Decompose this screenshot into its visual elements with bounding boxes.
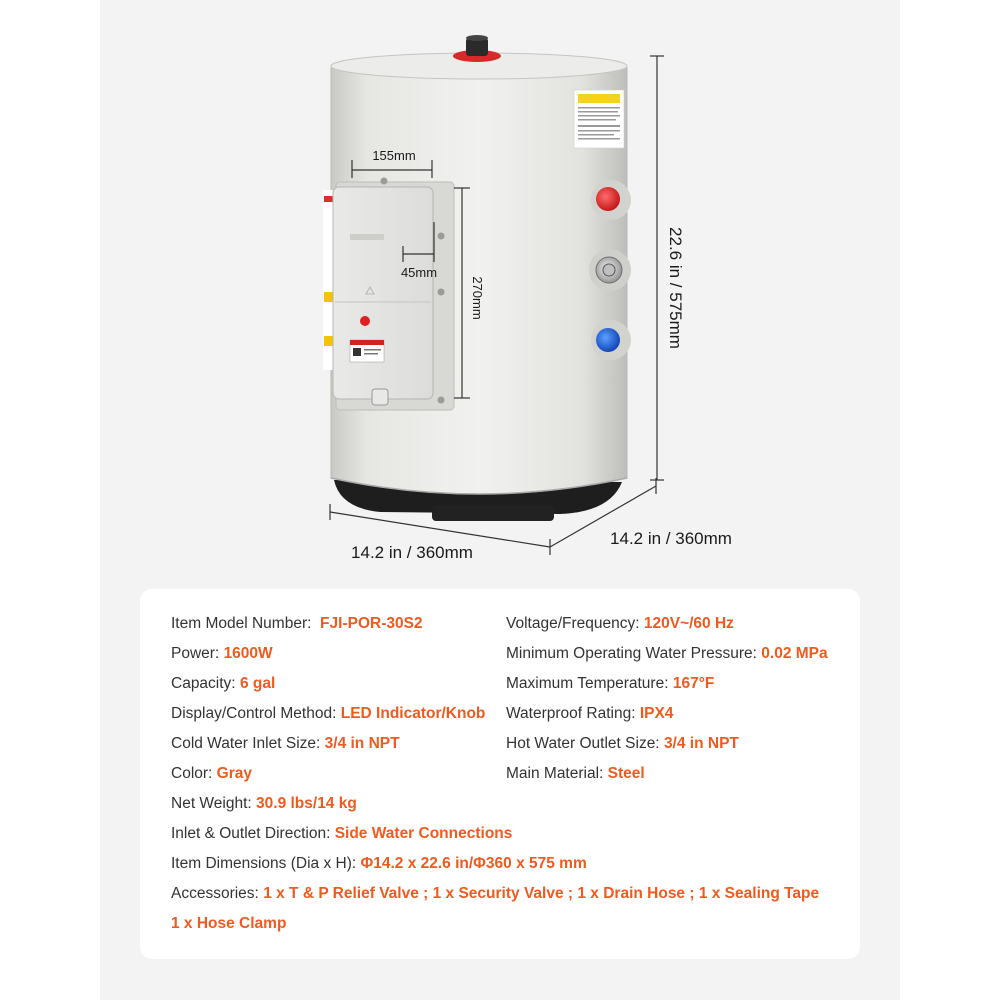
top-anode-fitting [453, 35, 501, 62]
spec-accessories-continued [171, 914, 286, 934]
width-dimension-label: 155mm [372, 148, 416, 163]
spec-label: Net Weight: [171, 795, 252, 812]
spec-value: 120V~/60 Hz [643, 615, 734, 632]
spec-max-temperature [506, 674, 714, 694]
spec-power [171, 644, 273, 664]
spec-label: Item Model Number: [171, 615, 312, 632]
spec-label: Inlet & Outlet Direction: [171, 825, 331, 842]
spec-value: Steel [607, 765, 645, 782]
led-indicator-icon [360, 316, 370, 326]
spec-value: FJI-POR-30S2 [320, 615, 423, 632]
spec-label: Color: [171, 765, 213, 782]
panel-height-dimension-label: 270mm [470, 276, 485, 320]
spec-control [171, 704, 485, 724]
spec-waterproof [506, 704, 673, 724]
spec-min-pressure [506, 644, 828, 664]
spec-label: Maximum Temperature: [506, 675, 669, 692]
spec-value: Side Water Connections [334, 825, 513, 842]
spec-accessories [171, 884, 819, 904]
spec-value: IPX4 [639, 705, 674, 722]
spec-voltage [506, 614, 734, 634]
spec-label: Voltage/Frequency: [506, 615, 640, 632]
spec-item-dimensions [171, 854, 587, 874]
spec-hot-outlet [506, 734, 739, 754]
hot-outlet-fitting [591, 180, 631, 220]
spec-material [506, 764, 645, 784]
spec-label: Minimum Operating Water Pressure: [506, 645, 757, 662]
spec-color [171, 764, 252, 784]
spec-value: Gray [216, 765, 253, 782]
spec-label: Power: [171, 645, 220, 662]
spec-label: Hot Water Outlet Size: [506, 735, 660, 752]
spec-value: LED Indicator/Knob [340, 705, 486, 722]
spec-value: 1600W [223, 645, 273, 662]
cold-inlet-fitting [591, 320, 631, 360]
spec-label: Capacity: [171, 675, 236, 692]
spec-cold-inlet [171, 734, 400, 754]
caution-label [574, 90, 624, 148]
spec-value: 3/4 in NPT [324, 735, 400, 752]
spec-weight [171, 794, 357, 814]
cable-gland-icon [372, 389, 388, 405]
spec-value: 167°F [672, 675, 715, 692]
spec-value: 30.9 lbs/14 kg [256, 795, 357, 812]
spec-model [171, 614, 423, 634]
spec-value: 1 x T & P Relief Valve ; 1 x Security Valve ; 1 x Drain Hose ; 1 x Sealing Tape [263, 885, 820, 902]
spec-label: Item Dimensions (Dia x H): [171, 855, 357, 872]
spec-value: Φ14.2 x 22.6 in/Φ360 x 575 mm [360, 855, 587, 872]
spec-label: Accessories: [171, 885, 259, 902]
total-height-dimension-label: 22.6 in / 575mm [666, 227, 685, 349]
diameter-right-dimension-label: 14.2 in / 360mm [610, 529, 732, 548]
diameter-left-dimension-label: 14.2 in / 360mm [351, 543, 473, 562]
spec-value: 0.02 MPa [761, 645, 828, 662]
spec-label: Waterproof Rating: [506, 705, 636, 722]
spec-label: Display/Control Method: [171, 705, 337, 722]
spec-value: 3/4 in NPT [663, 735, 739, 752]
spec-value: 1 x Hose Clamp [171, 915, 287, 932]
spec-capacity [171, 674, 275, 694]
spec-value: 6 gal [239, 675, 276, 692]
spec-label: Cold Water Inlet Size: [171, 735, 321, 752]
control-box [333, 187, 433, 405]
depth-dimension-label: 45mm [400, 265, 438, 280]
spec-label: Main Material: [506, 765, 604, 782]
spec-direction [171, 824, 512, 844]
relief-valve-fitting [589, 249, 631, 291]
